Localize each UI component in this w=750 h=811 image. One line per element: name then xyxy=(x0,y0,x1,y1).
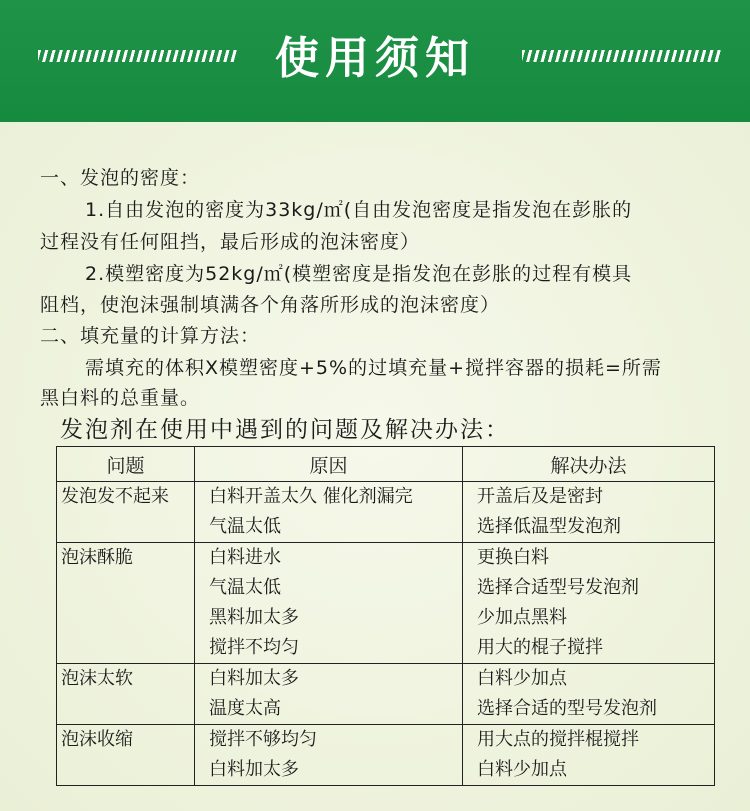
section1-heading: 一、发泡的密度： xyxy=(40,167,201,189)
solution-cell: 白料少加点 xyxy=(477,668,567,689)
cause-cell: 白料进水 xyxy=(209,547,281,568)
section1-line4: 阻档，使泡沫强制填满各个角落所形成的泡沫密度） xyxy=(40,294,501,316)
section1-line1: 1.自由发泡的密度为33kg/㎡(自由发泡密度是指发泡在彭胀的 xyxy=(85,199,633,221)
problem-cell: 泡沫收缩 xyxy=(61,729,133,750)
decorative-stripes-right xyxy=(522,50,722,62)
table-row xyxy=(57,664,715,725)
problem-cell: 泡沫酥脆 xyxy=(61,547,133,568)
section1-line2: 过程没有任何阻挡，最后形成的泡沫密度） xyxy=(40,231,421,253)
table-row xyxy=(57,543,715,664)
table-row xyxy=(57,482,715,543)
solution-cell: 用大点的搅拌棍搅拌 xyxy=(477,729,639,750)
cause-cell: 黑料加太多 xyxy=(209,607,299,628)
solution-cell: 白料少加点 xyxy=(477,759,567,780)
section2-line1: 需填充的体积X模塑密度+5%的过填充量+搅拌容器的损耗=所需 xyxy=(85,357,662,379)
solution-cell: 更换白料 xyxy=(477,547,549,568)
section2-line2: 黑白料的总重量。 xyxy=(40,387,201,409)
cause-cell: 白料开盖太久 催化剂漏完 xyxy=(209,486,413,507)
problem-cell: 泡沫太软 xyxy=(61,668,133,689)
cause-cell: 气温太低 xyxy=(209,577,281,598)
table-title: 发泡剂在使用中遇到的问题及解决办法： xyxy=(60,417,510,443)
header-banner xyxy=(0,0,750,122)
problem-cell: 发泡发不起来 xyxy=(61,486,169,507)
table-row xyxy=(57,725,715,786)
page-title: 使用须知 xyxy=(275,33,475,84)
cause-cell: 气温太低 xyxy=(209,516,281,537)
column-header-solution: 解决办法 xyxy=(463,447,715,482)
section2-heading: 二、填充量的计算方法： xyxy=(40,325,261,347)
solution-cell: 少加点黑料 xyxy=(477,607,567,628)
column-header-problem: 问题 xyxy=(57,447,195,482)
table-header-row xyxy=(57,447,715,482)
column-header-cause: 原因 xyxy=(195,447,463,482)
cause-cell: 温度太高 xyxy=(209,698,281,719)
solution-cell: 开盖后及是密封 xyxy=(477,486,603,507)
solution-cell: 选择合适的型号发泡剂 xyxy=(477,698,657,719)
solution-cell: 选择合适型号发泡剂 xyxy=(477,577,639,598)
cause-cell: 白料加太多 xyxy=(209,759,299,780)
troubleshooting-table xyxy=(56,446,715,786)
cause-cell: 搅拌不均匀 xyxy=(209,637,299,658)
cause-cell: 白料加太多 xyxy=(209,668,299,689)
solution-cell: 选择低温型发泡剂 xyxy=(477,516,621,537)
cause-cell: 搅拌不够均匀 xyxy=(209,729,317,750)
solution-cell: 用大的棍子搅拌 xyxy=(477,637,603,658)
section1-line3: 2.模塑密度为52kg/㎡(模塑密度是指发泡在彭胀的过程有模具 xyxy=(85,263,633,285)
